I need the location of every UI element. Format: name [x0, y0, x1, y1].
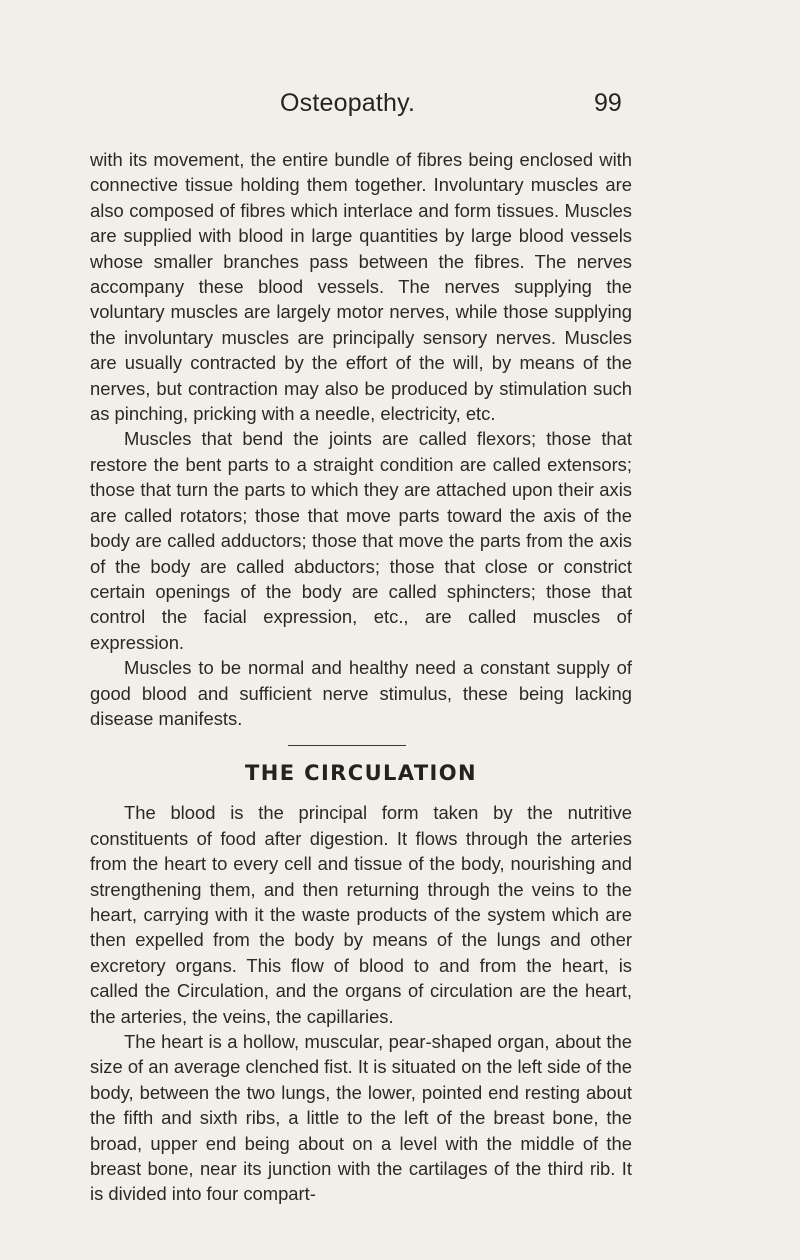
- paragraph: The blood is the principal form taken by the nutritive constituents of food after digestion. It flows through the arteries from the heart to every cell and tissue of the body, nourishing and strengthening them, and then returning through the veins to the heart, carrying with it the waste products of the system which are then expelled from the body by means of the lungs and other excretory organs. This flow of blood to and from the heart, is called the Circulation, and the organs of circulation are the heart, the arteries, the veins, the capillaries.: [90, 802, 632, 1027]
- paragraph: with its movement, the entire bundle of fibres being enclosed with connective tissue holding them together. Involuntary muscles are also composed of fibres which interlace and form tissues. Muscles are supplied with blood in large quantities by large blood vessels whose smaller branches pass between the fibres. The nerves accompany these blood vessels. The nerves supplying the voluntary muscles are largely motor nerves, while those supplying the involuntary muscles are principally sensory nerves. Muscles are usually contracted by the effort of the will, by means of the nerves, but contraction may also be produced by stimulation such as pinching, pricking with a needle, electricity, etc.: [90, 149, 632, 425]
- section-divider: [288, 745, 406, 746]
- section-heading: THE CIRCULATION: [245, 761, 477, 786]
- paragraph: Muscles to be normal and healthy need a constant supply of good blood and sufficient nerve stimulus, these being lacking disease manifests.: [90, 657, 632, 729]
- page-number: 99: [594, 89, 622, 117]
- running-head-title: Osteopathy.: [280, 89, 416, 117]
- body-text: [90, 147, 632, 1207]
- paragraph: The heart is a hollow, muscular, pear-shaped organ, about the size of an average clenched fist. It is situated on the left side of the body, between the two lungs, the lower, pointed end resting about the fifth and sixth ribs, a little to the left of the breast bone, the broad, upper end being about on a level with the middle of the breast bone, near its junction with the cartilages of the third rib. It is divided into four compart-: [90, 1031, 632, 1205]
- paragraph: Muscles that bend the joints are called flexors; those that restore the bent parts to a straight condition are called extensors; those that turn the parts to which they are attached upon their axis are called rotators; those that move parts toward the axis of the body are called adductors; those that move the parts from the axis of the body are called abductors; those that close or constrict certain openings of the body are called sphincters; those that control the facial expression, etc., are called muscles of expression.: [90, 428, 632, 653]
